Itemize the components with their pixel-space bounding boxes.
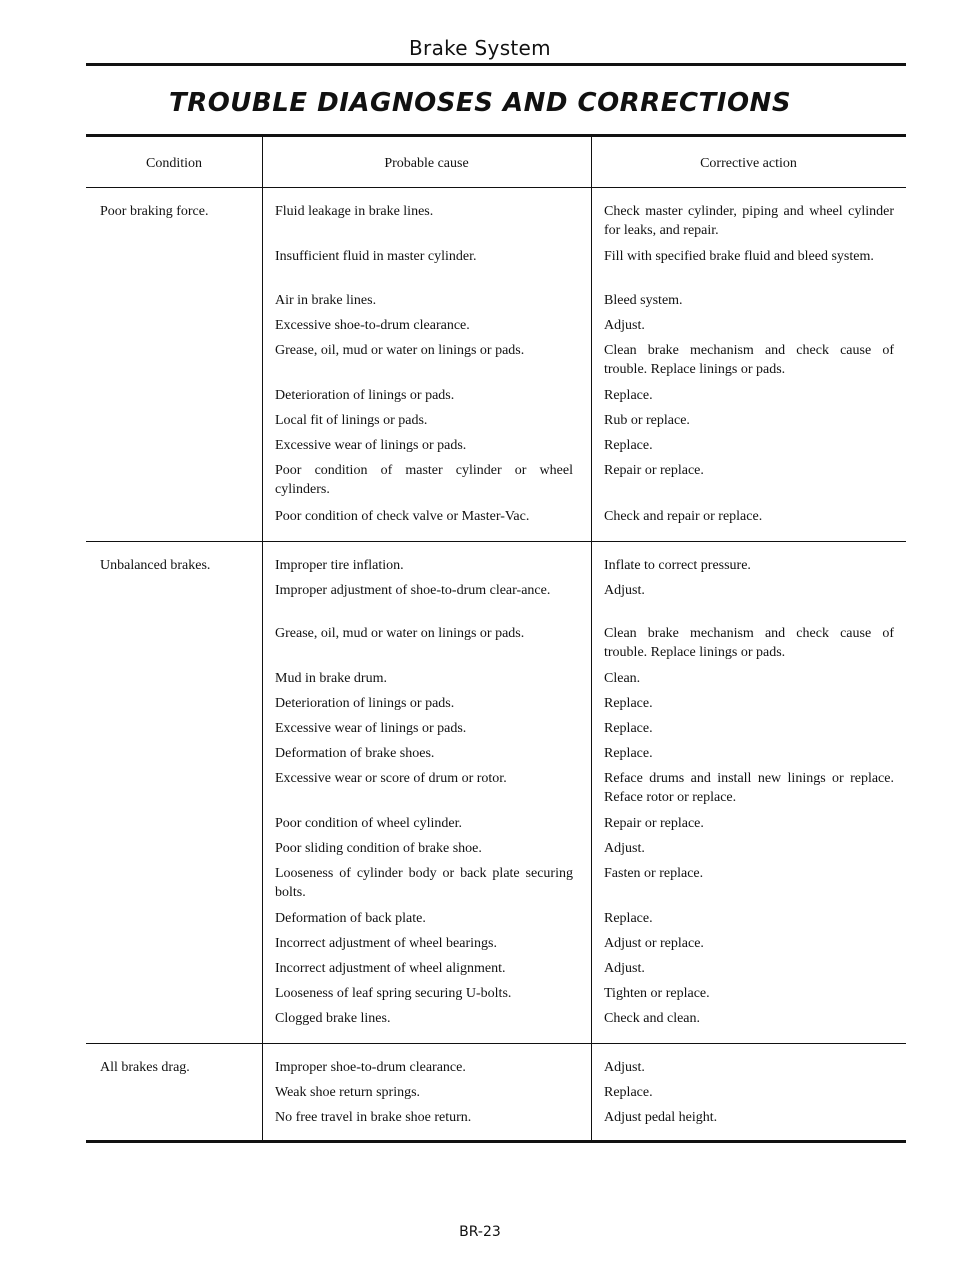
action-cell: Repair or replace. xyxy=(604,816,704,831)
cause-cell: Deformation of brake shoes. xyxy=(275,746,435,761)
column-header-condition: Condition xyxy=(145,156,202,171)
cause-cell: Excessive wear or score of drum or rotor. xyxy=(275,771,507,786)
cause-cell: Excessive wear of linings or pads. xyxy=(275,438,467,453)
action-cell: Reface drums and install new linings or replace. Reface rotor or replace. xyxy=(604,771,894,805)
cause-cell: Insufficient fluid in master cylinder. xyxy=(275,249,477,264)
cause-cell: Incorrect adjustment of wheel bearings. xyxy=(275,936,497,951)
header-rule xyxy=(86,63,906,66)
action-cell: Replace. xyxy=(604,721,653,736)
action-cell: Repair or replace. xyxy=(604,463,704,478)
action-cell: Check master cylinder, piping and wheel cylinder for leaks, and repair. xyxy=(604,204,894,238)
action-cell: Adjust pedal height. xyxy=(604,1110,718,1125)
action-cell: Adjust. xyxy=(604,841,645,856)
action-cell: Adjust. xyxy=(604,318,645,333)
action-cell: Clean brake mechanism and check cause of trouble. Replace linings or pads. xyxy=(604,343,894,377)
action-cell: Check and clean. xyxy=(604,1011,701,1026)
column-divider-2 xyxy=(591,137,592,1140)
cause-cell: Excessive wear of linings or pads. xyxy=(275,721,467,736)
action-cell: Replace. xyxy=(604,1085,653,1100)
condition-label: All brakes drag. xyxy=(100,1060,190,1075)
action-cell: Bleed system. xyxy=(604,293,683,308)
cause-cell: Poor sliding condition of brake shoe. xyxy=(275,841,482,856)
group-divider xyxy=(86,541,906,542)
action-cell: Fasten or replace. xyxy=(604,866,704,881)
action-cell: Adjust. xyxy=(604,583,645,598)
cause-cell: Grease, oil, mud or water on linings or pads. xyxy=(275,343,525,358)
action-cell: Rub or replace. xyxy=(604,413,690,428)
action-cell: Replace. xyxy=(604,388,653,403)
cause-cell: Deterioration of linings or pads. xyxy=(275,696,455,711)
cause-cell: Improper tire inflation. xyxy=(275,558,404,573)
cause-cell: Fluid leakage in brake lines. xyxy=(275,204,434,219)
section-header: Brake System xyxy=(409,36,551,60)
cause-cell: Poor condition of master cylinder or wheel cylinders. xyxy=(275,463,573,497)
action-cell: Adjust or replace. xyxy=(604,936,704,951)
action-cell: Replace. xyxy=(604,746,653,761)
cause-cell: Improper adjustment of shoe-to-drum clear-ance. xyxy=(275,583,551,598)
action-cell: Adjust. xyxy=(604,1060,645,1075)
action-cell: Clean brake mechanism and check cause of trouble. Replace linings or pads. xyxy=(604,626,894,660)
column-divider-1 xyxy=(262,137,263,1140)
cause-cell: Local fit of linings or pads. xyxy=(275,413,428,428)
condition-label: Poor braking force. xyxy=(100,204,209,219)
column-header-rule xyxy=(86,187,906,188)
column-header-corrective-action: Corrective action xyxy=(700,156,797,171)
action-cell: Clean. xyxy=(604,671,641,686)
cause-cell: Poor condition of check valve or Master-Vac. xyxy=(275,509,530,524)
action-cell: Adjust. xyxy=(604,961,645,976)
cause-cell: Grease, oil, mud or water on linings or pads. xyxy=(275,626,525,641)
action-cell: Tighten or replace. xyxy=(604,986,710,1001)
cause-cell: Mud in brake drum. xyxy=(275,671,387,686)
table-top-rule xyxy=(86,134,906,137)
action-cell: Replace. xyxy=(604,696,653,711)
page-number: BR-23 xyxy=(459,1224,501,1240)
action-cell: Replace. xyxy=(604,438,653,453)
table-bottom-rule xyxy=(86,1140,906,1143)
cause-cell: Poor condition of wheel cylinder. xyxy=(275,816,463,831)
cause-cell: Clogged brake lines. xyxy=(275,1011,391,1026)
action-cell: Check and repair or replace. xyxy=(604,509,763,524)
action-cell: Fill with specified brake fluid and bleed system. xyxy=(604,249,874,264)
cause-cell: Improper shoe-to-drum clearance. xyxy=(275,1060,466,1075)
cause-cell: Deformation of back plate. xyxy=(275,911,426,926)
cause-cell: Excessive shoe-to-drum clearance. xyxy=(275,318,470,333)
cause-cell: Incorrect adjustment of wheel alignment. xyxy=(275,961,506,976)
cause-cell: No free travel in brake shoe return. xyxy=(275,1110,472,1125)
page-title: TROUBLE DIAGNOSES AND CORRECTIONS xyxy=(168,88,792,118)
cause-cell: Deterioration of linings or pads. xyxy=(275,388,455,403)
cause-cell: Looseness of cylinder body or back plate securing bolts. xyxy=(275,866,573,900)
cause-cell: Weak shoe return springs. xyxy=(275,1085,421,1100)
cause-cell: Looseness of leaf spring securing U-bolts. xyxy=(275,986,512,1001)
action-cell: Replace. xyxy=(604,911,653,926)
group-divider xyxy=(86,1043,906,1044)
cause-cell: Air in brake lines. xyxy=(275,293,377,308)
column-header-probable-cause: Probable cause xyxy=(384,156,469,171)
condition-label: Unbalanced brakes. xyxy=(100,558,211,573)
action-cell: Inflate to correct pressure. xyxy=(604,558,751,573)
